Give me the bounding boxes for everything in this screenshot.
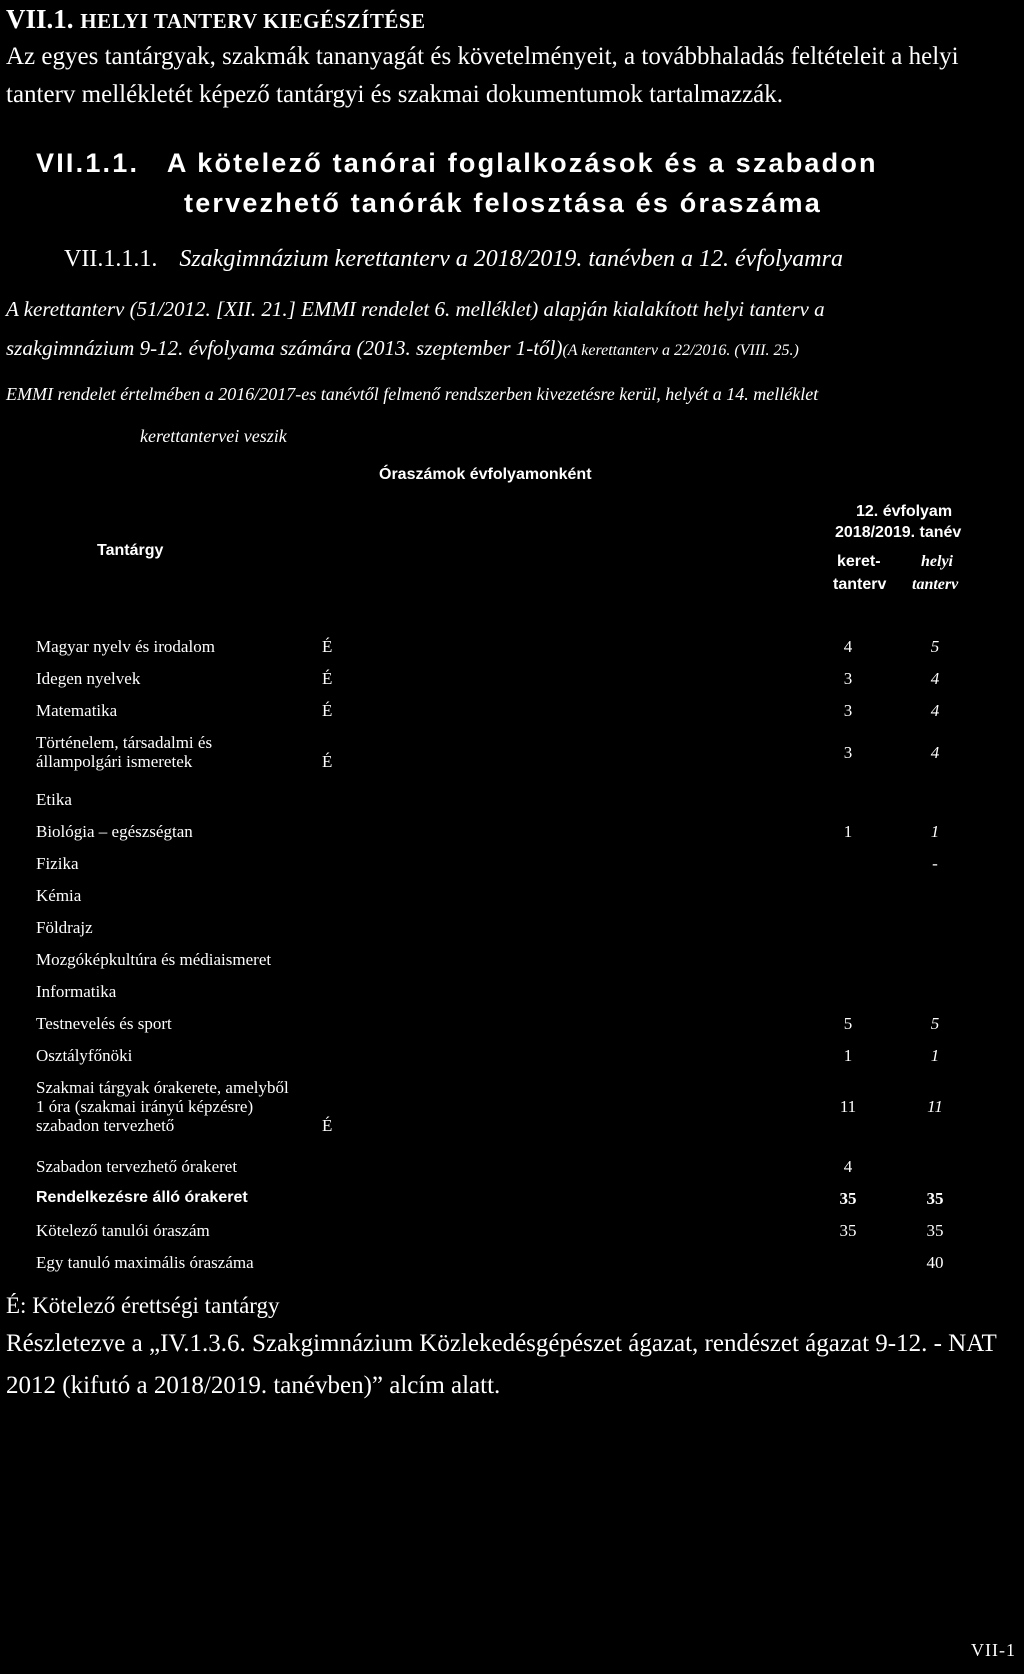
- page-number: VII-1: [971, 1640, 1016, 1660]
- keret-value: 35: [839, 1189, 857, 1208]
- helyi-value: 5: [930, 1014, 940, 1033]
- exam-mark: É: [322, 752, 333, 771]
- note-line-4: kerettantervei veszik: [140, 426, 287, 446]
- helyi-value: 35: [926, 1189, 944, 1208]
- intro-line-1: Az egyes tantárgyak, szakmák tananyagát és követelményeit, a továbbhaladás feltételeit a helyi: [6, 43, 959, 70]
- heading-3: [64, 246, 843, 273]
- subject-label: Kémia: [36, 886, 82, 905]
- subject-label: Osztályfőnöki: [36, 1046, 133, 1065]
- table-year-header: 2018/2019. tanév: [835, 524, 962, 541]
- helyi-value: 4: [930, 669, 940, 688]
- subject-label: Magyar nyelv és irodalom: [36, 637, 215, 656]
- keret-value: 3: [843, 742, 853, 762]
- helyi-value: 35: [926, 1221, 944, 1240]
- keret-value: 1: [843, 822, 853, 841]
- note-line-2: szakgimnázium 9-12. évfolyama számára (2013. szeptember 1-től)(A kerettanterv a 22/2016. (VIII. 25.): [6, 336, 799, 360]
- helyi-value: -: [932, 854, 938, 873]
- exam-mark: É: [322, 669, 333, 688]
- keret-value: 3: [843, 701, 853, 720]
- keret-value: 35: [839, 1221, 857, 1240]
- exam-mark: É: [322, 701, 333, 720]
- heading-1-number: VII.1.: [6, 4, 74, 34]
- subject-label: Informatika: [36, 982, 117, 1001]
- keret-value: 4: [843, 637, 853, 656]
- helyi-value: 1: [930, 822, 940, 841]
- heading-2-number: VII.1.1.: [36, 148, 140, 178]
- subject-label: állampolgári ismeretek: [36, 752, 193, 771]
- note-line-3: EMMI rendelet értelmében a 2016/2017-es tanévtől felmenő rendszerben kivezetésre kerül, helyét a 14. melléklet: [6, 384, 819, 404]
- subject-label: Testnevelés és sport: [36, 1014, 172, 1033]
- table-grade-header: 12. évfolyam: [856, 503, 953, 520]
- subject-label: Rendelkezésre álló órakeret: [36, 1189, 248, 1206]
- subject-label: Biológia – egészségtan: [36, 822, 193, 841]
- subject-label: Fizika: [36, 854, 79, 873]
- subject-label: Földrajz: [36, 918, 93, 937]
- keret-value: 5: [843, 1014, 853, 1033]
- keret-value: 4: [843, 1157, 853, 1176]
- heading-1: [6, 4, 426, 35]
- footer-line-2: 2012 (kifutó a 2018/2019. tanévben)” alcím alatt.: [6, 1372, 501, 1399]
- keret-value: 11: [839, 1097, 857, 1116]
- subject-label: Mozgóképkultúra és médiaismeret: [36, 950, 272, 969]
- keret-value: 1: [843, 1046, 853, 1065]
- subject-label: Szabadon tervezhető órakeret: [36, 1157, 238, 1176]
- subject-label: 1 óra (szakmai irányú képzésre): [36, 1097, 254, 1116]
- subject-label: Kötelező tanulói óraszám: [36, 1221, 210, 1240]
- heading-3-title: Szakgimnázium kerettanterv a 2018/2019. tanévben a 12. évfolyamra: [179, 246, 843, 272]
- subject-label: Egy tanuló maximális óraszáma: [36, 1253, 254, 1272]
- heading-2-title-line-1: A kötelező tanórai foglalkozások és a szabadon: [166, 148, 878, 178]
- helyi-value: 4: [930, 742, 940, 762]
- footer-line-1: Részletezve a „IV.1.3.6. Szakgimnázium Közlekedésgépészet ágazat, rendészet ágazat 9-12. - NAT: [6, 1330, 997, 1357]
- exam-mark: É: [322, 637, 333, 656]
- table-col-helyi-line-2: tanterv: [912, 576, 959, 593]
- heading-3-number: VII.1.1.1.: [64, 246, 158, 272]
- subject-label: szabadon tervezhető: [36, 1116, 175, 1135]
- table-col-helyi-line-1: helyi: [921, 553, 953, 570]
- subject-label: Matematika: [36, 701, 118, 720]
- helyi-value: 5: [930, 637, 940, 656]
- helyi-value: 1: [930, 1046, 940, 1065]
- note-line-1: A kerettanterv (51/2012. [XII. 21.] EMMI rendelet 6. melléklet) alapján kialakított helyi tanterv a: [6, 297, 825, 321]
- heading-1-title: HELYI TANTERV KIEGÉSZÍTÉSE: [80, 9, 426, 33]
- keret-value: 3: [843, 669, 853, 688]
- table-subject-header: Tantárgy: [97, 542, 164, 559]
- subject-label: Etika: [36, 790, 72, 809]
- intro-line-2: tanterv mellékletét képező tantárgyi és szakmai dokumentumok tartalmazzák.: [6, 81, 784, 108]
- helyi-value: 4: [930, 701, 940, 720]
- helyi-value: 40: [926, 1253, 944, 1272]
- legend: É: Kötelező érettségi tantárgy: [6, 1293, 280, 1318]
- table-col-keret-line-2: tanterv: [833, 576, 887, 593]
- table-group-header: Óraszámok évfolyamonként: [379, 466, 592, 483]
- exam-mark: É: [322, 1116, 333, 1135]
- heading-2-title-line-2: tervezhető tanórák felosztása és óraszáma: [184, 188, 822, 218]
- heading-2: [36, 148, 878, 179]
- table-col-keret-line-1: keret-: [837, 553, 881, 570]
- helyi-value: 11: [927, 1097, 943, 1116]
- subject-label: Idegen nyelvek: [36, 669, 141, 688]
- subject-label: Történelem, társadalmi és: [36, 733, 213, 752]
- subject-label: Szakmai tárgyak órakerete, amelyből: [36, 1078, 289, 1097]
